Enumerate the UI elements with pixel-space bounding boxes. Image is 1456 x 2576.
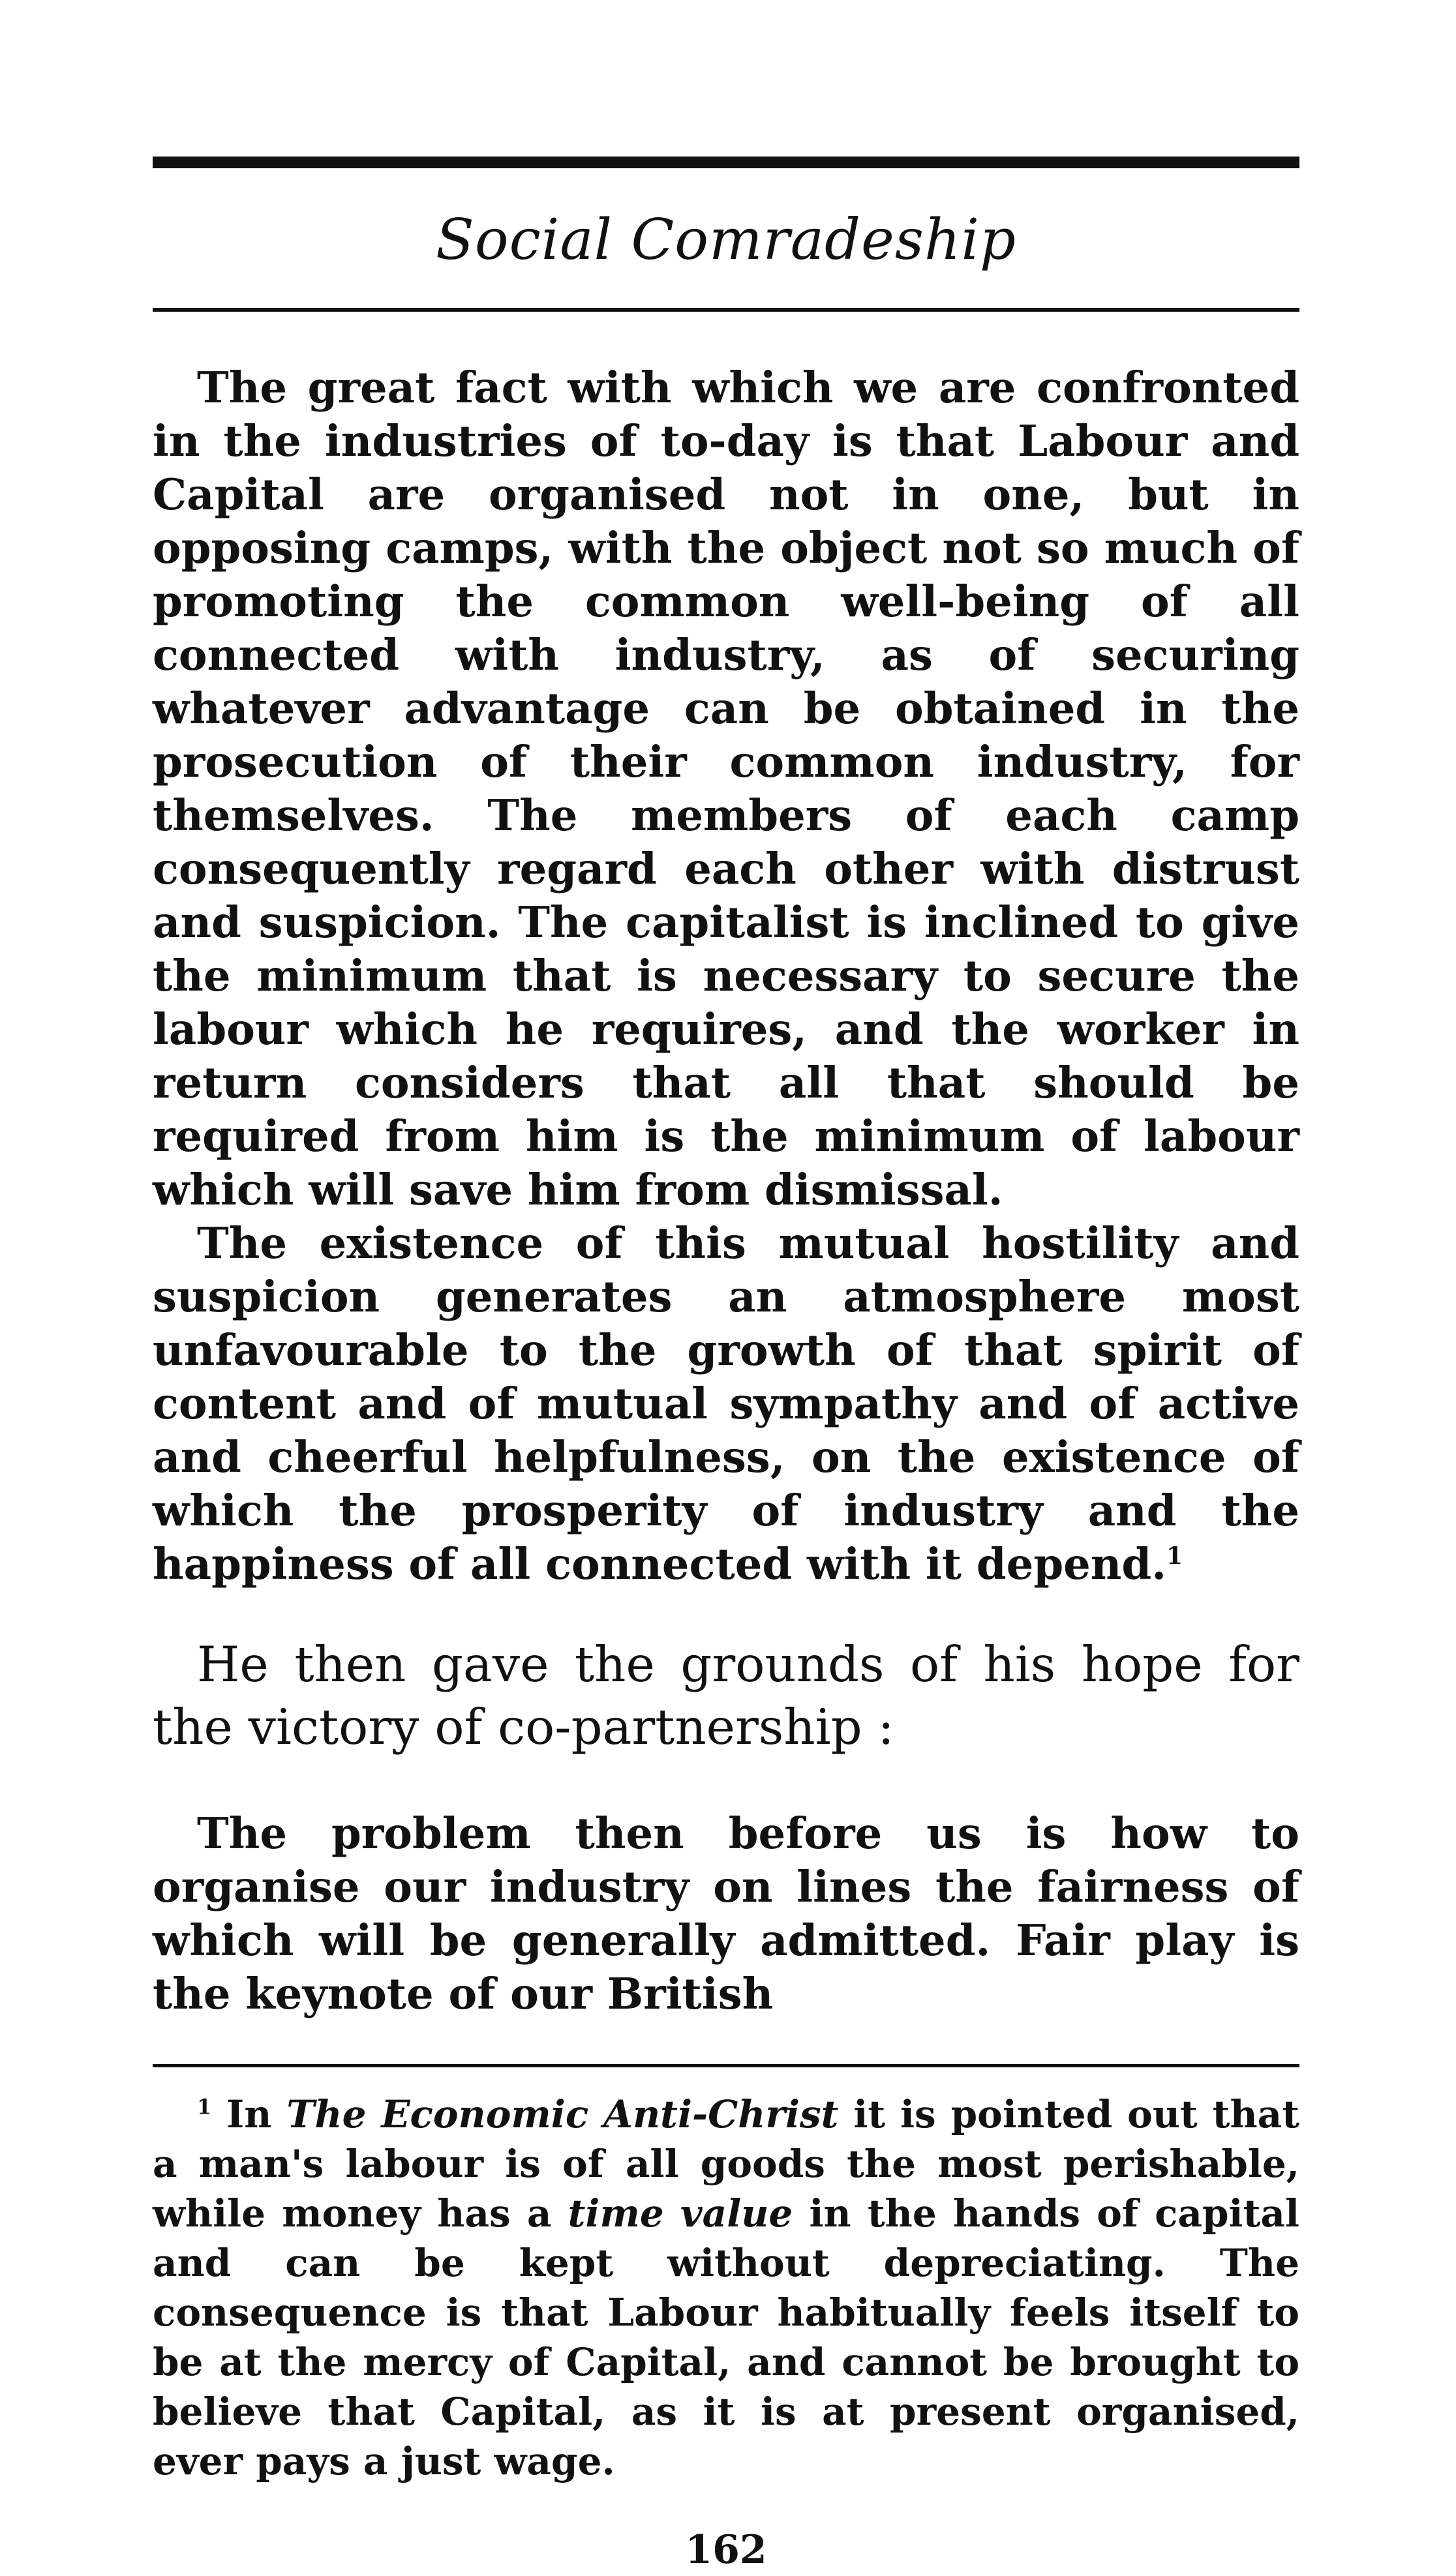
quote-paragraph-2-text: The existence of this mutual hostility and suspicion generates an atmosphere most unfavourable to the growth of that spirit of content and of mutual sympathy and of active and cheerful helpfulness, on the existence of which the prosperity of industry and the happiness of all connected with it depend. [153,1218,1299,1589]
second-quote-paragraph: The problem then before us is how to organise our industry on lines the fairness of which will be generally admitted. Fair play is the keynote of our British [153,1808,1299,2019]
footnote-text-post: in the hands of capital and can be kept without depreciating. The consequence is that Labour habitually feels itself to be at the mercy of Capital, and cannot be brought to believe that Capital, as it is at present organised, ever pays a just wage. [153,2191,1299,2483]
footnote-text-mid: it is pointed out that a man's labour is of all goods the most perishable, while money has a [153,2091,1299,2236]
page-number: 162 [685,2526,767,2573]
quote-paragraph-2 [153,1217,1299,1591]
block-quote [153,361,1299,1591]
book-page [153,157,1299,2576]
header-thin-rule [153,308,1299,312]
footnote-marker: 1 [197,2094,212,2119]
narrative-paragraph: He then gave the grounds of his hope for the victory of co-partnership : [153,1636,1299,1756]
running-head: Social Comradeship [435,207,1016,273]
footnote-emphasis: time value [568,2191,793,2236]
footnote-reference: 1 [1166,1542,1183,1570]
quote-paragraph-1-text: The great fact with which we are confronted in the industries of to-day is that Labour and Capital are organised not in one, but in opposing camps, with the object not so much of promoting the common well-being of all connected with industry, as of securing whatever advantage can be obtained in the prosecution of their common industry, for themselves. The members of each camp consequently regard each other with distrust and suspicion. The capitalist is inclined to give the minimum that is necessary to secure the labour which he requires, and the worker in return considers that all that should be required from him is the minimum of labour which will save him from dismissal. [153,363,1299,1215]
footnote-book-title: The Economic Anti-Christ [286,2091,839,2136]
header-thick-rule [153,157,1299,168]
footnote-text-pre: In [226,2091,287,2136]
quote-paragraph-1 [153,361,1299,1217]
footnote [153,2089,1299,2486]
footnote-rule [153,2064,1299,2067]
